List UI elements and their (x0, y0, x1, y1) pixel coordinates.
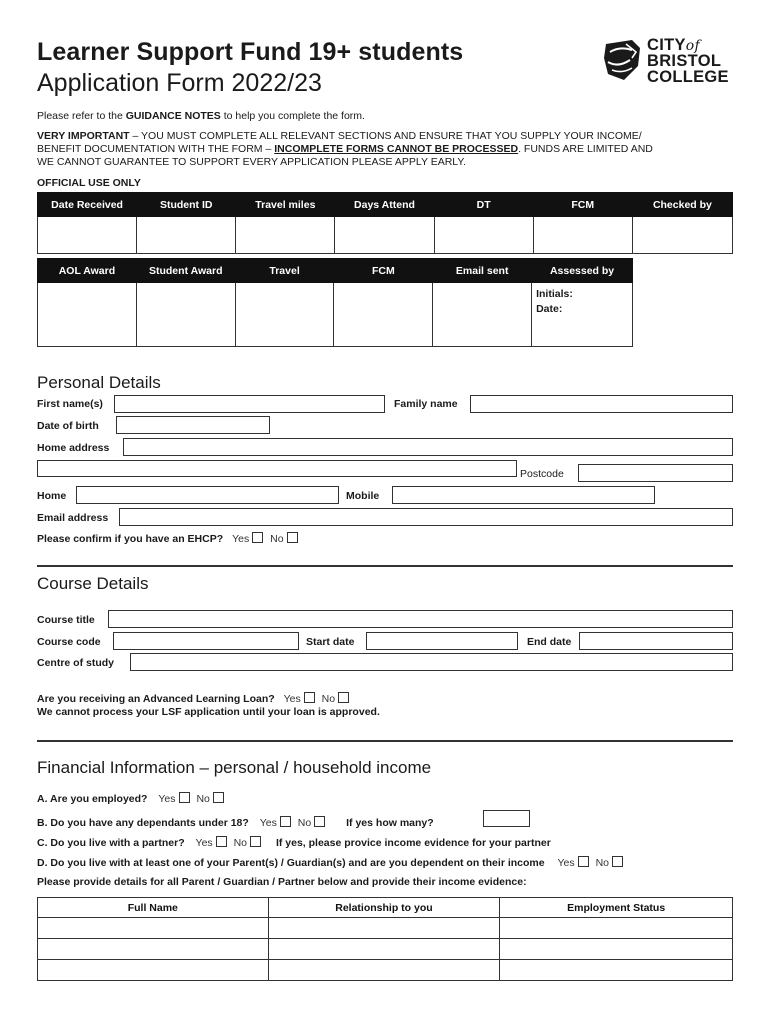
divider-course-financial (37, 740, 733, 742)
dependants-count-field[interactable] (483, 810, 530, 827)
employment-status-cell[interactable] (500, 939, 733, 960)
question-a: A. Are you employed? Yes No (37, 792, 224, 805)
header-dt: DT (434, 193, 533, 217)
full-name-cell[interactable] (38, 939, 269, 960)
question-d: D. Do you live with at least one of your Parent(s) / Guardian(s) and are you dependent on their income Yes No (37, 856, 623, 869)
qb-yes-label: Yes (259, 817, 277, 829)
official-table-1 (37, 192, 733, 254)
loan-question: Are you receiving an Advanced Learning Loan? Yes No (37, 692, 349, 705)
home-phone-field[interactable] (76, 486, 339, 504)
college-crest-icon (602, 38, 644, 84)
days-attend-cell[interactable] (335, 217, 434, 254)
college-logo (600, 36, 735, 86)
header-travel-miles: Travel miles (236, 193, 335, 217)
qc-yes-checkbox[interactable] (216, 836, 227, 847)
divider-personal-course (37, 565, 733, 567)
qd-yes-checkbox[interactable] (578, 856, 589, 867)
relationship-cell[interactable] (268, 960, 500, 981)
first-name-field[interactable] (114, 395, 385, 413)
qd-no-label: No (595, 857, 610, 869)
qb-yes-checkbox[interactable] (280, 816, 291, 827)
incomplete-forms-warning: INCOMPLETE FORMS CANNOT BE PROCESSED (274, 143, 519, 155)
home-address-line2-field[interactable] (37, 460, 517, 477)
logo-line-bristol: BRISTOL (647, 52, 722, 70)
qa-yes-label: Yes (158, 793, 176, 805)
logo-line-city: CITY (647, 36, 686, 54)
qc-evidence-note: If yes, please provice income evidence for your partner (275, 837, 551, 849)
qd-no-checkbox[interactable] (612, 856, 623, 867)
ehcp-no-label: No (270, 533, 284, 545)
relationship-cell[interactable] (268, 918, 500, 939)
header-full-name: Full Name (38, 898, 269, 918)
header-fcm: FCM (533, 193, 632, 217)
course-title-field[interactable] (108, 610, 733, 628)
ehcp-yes-label: Yes (232, 533, 250, 545)
end-date-field[interactable] (579, 632, 733, 650)
student-id-cell[interactable] (137, 217, 236, 254)
end-date-label: End date (527, 636, 572, 648)
initials-label: Initials: (536, 288, 573, 300)
header-student-award: Student Award (136, 259, 235, 283)
qa-no-label: No (196, 793, 210, 805)
dob-label: Date of birth (37, 420, 99, 432)
aol-award-cell[interactable] (38, 283, 137, 347)
checked-by-cell[interactable] (632, 217, 732, 254)
question-c: C. Do you live with a partner? Yes No If yes, please provice income evidence for your partner (37, 837, 551, 849)
qd-yes-label: Yes (557, 857, 575, 869)
form-title: Learner Support Fund 19+ students (37, 38, 464, 66)
start-date-field[interactable] (366, 632, 518, 650)
loan-yes-checkbox[interactable] (304, 692, 315, 703)
assessed-date-label: Date: (536, 303, 563, 315)
table-row (38, 939, 733, 960)
table-row (38, 918, 733, 939)
family-name-field[interactable] (470, 395, 733, 413)
qa-yes-checkbox[interactable] (179, 792, 190, 803)
dob-field[interactable] (116, 416, 270, 434)
ehcp-no-checkbox[interactable] (287, 532, 298, 543)
official-table-2 (37, 258, 633, 347)
course-title-label: Course title (37, 614, 95, 626)
header-employment-status: Employment Status (500, 898, 733, 918)
details-note: Please provide details for all Parent / Guardian / Partner below and provide their income evidence: (37, 876, 527, 888)
fcm-2-cell[interactable] (334, 283, 433, 347)
personal-details-heading: Personal Details (37, 373, 161, 392)
loan-yes-label: Yes (283, 693, 301, 705)
qc-no-checkbox[interactable] (250, 836, 261, 847)
qa-no-checkbox[interactable] (213, 792, 224, 803)
assessed-by-cell[interactable] (532, 283, 633, 347)
start-date-label: Start date (306, 636, 355, 648)
qb-how-many-label: If yes how many? (346, 817, 434, 829)
official-use-label: OFFICIAL USE ONLY (37, 177, 141, 189)
header-student-id: Student ID (137, 193, 236, 217)
course-code-label: Course code (37, 636, 101, 648)
mobile-label: Mobile (346, 490, 380, 502)
header-travel: Travel (235, 259, 334, 283)
household-table (37, 897, 733, 981)
guidance-notes-emph: GUIDANCE NOTES (125, 110, 221, 122)
full-name-cell[interactable] (38, 918, 269, 939)
loan-no-label: No (321, 693, 336, 705)
question-b: B. Do you have any dependants under 18? Yes No If yes how many? (37, 817, 434, 829)
travel-cell[interactable] (235, 283, 334, 347)
email-field[interactable] (119, 508, 733, 526)
centre-field[interactable] (130, 653, 733, 671)
logo-line-of: of (685, 38, 701, 54)
header-date-received: Date Received (38, 193, 137, 217)
ehcp-question: Please confirm if you have an EHCP? Yes No (37, 532, 298, 545)
dt-cell[interactable] (434, 217, 533, 254)
ehcp-yes-checkbox[interactable] (252, 532, 263, 543)
qb-no-label: No (297, 817, 312, 829)
travel-miles-cell[interactable] (236, 217, 335, 254)
home-phone-label: Home (37, 490, 67, 502)
course-details-heading: Course Details (37, 574, 149, 593)
header-days-attend: Days Attend (335, 193, 434, 217)
header-email-sent: Email sent (433, 259, 532, 283)
course-code-field[interactable] (113, 632, 299, 650)
form-subtitle: Application Form 2022/23 (37, 69, 322, 97)
logo-line-college: COLLEGE (647, 68, 729, 86)
header-aol-award: AOL Award (38, 259, 137, 283)
email-label: Email address (37, 512, 109, 524)
employment-status-cell[interactable] (500, 960, 733, 981)
loan-note: We cannot process your LSF application until your loan is approved. (37, 706, 380, 718)
header-assessed-by: Assessed by (532, 259, 633, 283)
full-name-cell[interactable] (38, 960, 269, 981)
postcode-label: Postcode (520, 468, 564, 480)
email-sent-cell[interactable] (433, 283, 532, 347)
mobile-field[interactable] (392, 486, 655, 504)
loan-no-checkbox[interactable] (338, 692, 349, 703)
fcm-cell[interactable] (533, 217, 632, 254)
relationship-cell[interactable] (268, 939, 500, 960)
qc-yes-label: Yes (195, 837, 213, 849)
postcode-field[interactable] (578, 464, 733, 482)
guidance-note: Please refer to the GUIDANCE NOTES to help you complete the form. (37, 110, 365, 122)
family-name-label: Family name (394, 398, 458, 410)
qc-no-label: No (233, 837, 248, 849)
header-fcm-2: FCM (334, 259, 433, 283)
financial-heading: Financial Information – personal / household income (37, 758, 432, 777)
header-relationship: Relationship to you (268, 898, 500, 918)
centre-label: Centre of study (37, 657, 115, 669)
table-row (38, 960, 733, 981)
student-award-cell[interactable] (136, 283, 235, 347)
header-checked-by: Checked by (632, 193, 732, 217)
first-name-label: First name(s) (37, 398, 103, 410)
employment-status-cell[interactable] (500, 918, 733, 939)
home-address-field[interactable] (123, 438, 733, 456)
important-notice: VERY IMPORTANT – YOU MUST COMPLETE ALL RELEVANT SECTIONS AND ENSURE THAT YOU SUPPLY YOUR INCOME/ BENEFIT DOCUMENTATION WITH THE FORM – INCOMPLETE FORMS CANNOT BE PROCESSED. FUNDS ARE LIMITED AND WE CANNOT GUARANTEE TO SUPPORT EVERY APPLICATION PLEASE APPLY EARLY. (37, 130, 653, 168)
date-received-cell[interactable] (38, 217, 137, 254)
home-address-label: Home address (37, 442, 110, 454)
qb-no-checkbox[interactable] (314, 816, 325, 827)
